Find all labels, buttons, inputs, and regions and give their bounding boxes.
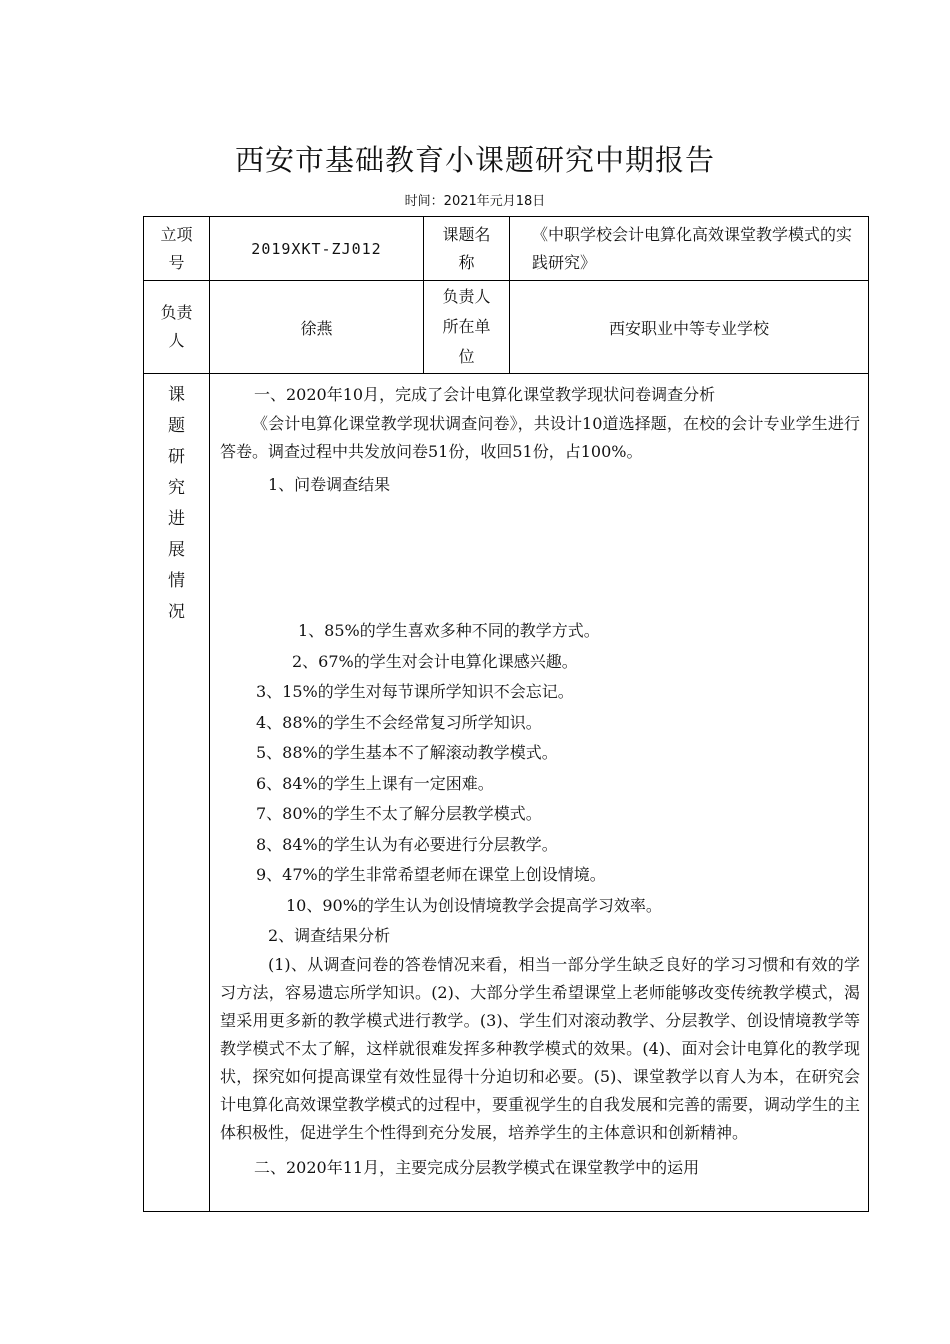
unit-label: 负责人 所在单 位: [424, 281, 510, 374]
section1-title: 一、2020年10月，完成了会计电算化课堂教学现状问卷调查分析: [254, 385, 716, 404]
list-item: 3、15%的学生对每节课所学知识不会忘记。: [256, 682, 574, 701]
list-item: 8、84%的学生认为有必要进行分层教学。: [256, 834, 558, 854]
project-name-label: 课题名 称: [424, 217, 510, 281]
sub2-title: 2、调查结果分析: [268, 926, 391, 945]
report-date: 时间：2021年元月18日: [404, 194, 546, 209]
list-item: 1、85%的学生喜欢多种不同的教学方式。: [298, 621, 600, 640]
analysis-paragraph: (1)、从调查问卷的答卷情况来看，相当一部分学生缺乏良好的学习习惯和有效的学习方法，容易遗忘所学知识。(2)、大部分学生希望课堂上老师能够改变传统教学模式，渴望采用更多新的教学模式进行教学。(3)、学生们对滚动教学、分层教学、创设情境教学等教学模式不太了解，这样就很难发挥多种教学模式的效果。(4)、面对会计电算化的教学现状，探究如何提高课堂有效性显得十分迫切和必要。(5)、课堂教学以育人为本，在研究会计电算化高效课堂教学模式的过程中，要重视学生的自我发展和完善的需要，调动学生的主体积极性，促进学生个性得到充分发展，培养学生的主体意识和创新精神。: [220, 955, 861, 1142]
project-name-value: 《中职学校会计电算化高效课堂教学模式的实践研究》: [510, 217, 869, 281]
sub1-title: 1、问卷调查结果: [268, 475, 391, 494]
list-item: 6、84%的学生上课有一定困难。: [256, 773, 494, 793]
list-item: 5、88%的学生基本不了解滚动教学模式。: [256, 743, 558, 762]
unit-value: 西安职业中等专业学校: [510, 281, 869, 374]
progress-content: [210, 374, 869, 1212]
leader-label: 负责 人: [144, 281, 210, 374]
blank-space: [220, 500, 860, 616]
report-title: 西安市基础教育小课题研究中期报告: [234, 143, 715, 177]
results-list: [220, 616, 860, 921]
report-table: [143, 216, 869, 1212]
list-item: 10、90%的学生认为创设情境教学会提高学习效率。: [286, 895, 662, 915]
progress-side-label: 课 题 研 究 进 展 情 况: [144, 374, 210, 1212]
list-item: 9、47%的学生非常希望老师在课堂上创设情境。: [256, 865, 606, 884]
leader-value: 徐燕: [210, 281, 424, 374]
section2-title: 二、2020年11月，主要完成分层教学模式在课堂教学中的运用: [254, 1158, 700, 1177]
list-item: 7、80%的学生不太了解分层教学模式。: [256, 804, 542, 823]
project-id-label: 立项 号: [144, 217, 210, 281]
list-item: 4、88%的学生不会经常复习所学知识。: [256, 712, 542, 732]
project-id-value: 2019XKT-ZJ012: [210, 217, 424, 281]
list-item: 2、67%的学生对会计电算化课感兴趣。: [292, 651, 578, 671]
section1-intro: 《会计电算化课堂教学现状调查问卷》，共设计10道选择题，在校的会计专业学生进行答卷。调查过程中共发放问卷51份，收回51份，占100%。: [220, 414, 860, 461]
